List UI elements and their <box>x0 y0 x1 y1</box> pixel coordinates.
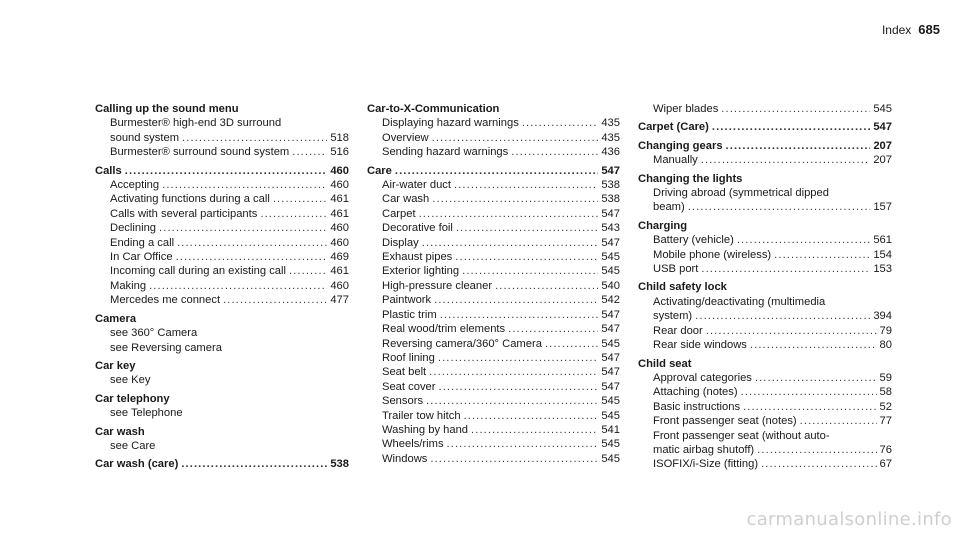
page-header <box>882 22 940 37</box>
leader-dots <box>726 139 871 153</box>
leader-dots <box>426 394 598 408</box>
subentry: see 360° Camera <box>110 327 198 340</box>
page-ref[interactable]: 547 <box>601 351 620 364</box>
subentry-text: Roof lining <box>382 351 435 364</box>
leader-dots <box>774 248 870 262</box>
index-entry <box>638 102 892 116</box>
page-ref[interactable]: 561 <box>873 234 892 247</box>
page-ref[interactable]: 547 <box>601 366 620 379</box>
index-entry <box>638 280 892 352</box>
leader-dots <box>706 324 877 338</box>
subentry-text: USB port <box>653 263 699 276</box>
leader-dots <box>701 262 870 276</box>
page-ref[interactable]: 79 <box>879 324 892 337</box>
page-ref[interactable]: 541 <box>601 423 620 436</box>
entry-heading: Camera <box>95 312 137 325</box>
page-ref[interactable]: 543 <box>601 222 620 235</box>
leader-dots <box>176 250 328 264</box>
leader-dots <box>260 207 327 221</box>
subentry <box>95 178 349 192</box>
page-ref[interactable]: 545 <box>601 452 620 465</box>
subentry-text: Decorative foil <box>382 222 453 235</box>
subentry <box>367 145 620 159</box>
entry-heading: Car telephony <box>95 392 170 405</box>
page-ref[interactable]: 469 <box>330 251 349 264</box>
page-ref[interactable]: 394 <box>873 310 892 323</box>
subentry <box>367 337 620 351</box>
subentry <box>367 308 620 322</box>
subentry <box>638 338 892 352</box>
subentry <box>95 192 349 206</box>
leader-dots <box>456 221 598 235</box>
leader-dots <box>455 250 598 264</box>
leader-dots <box>395 164 598 178</box>
leader-dots <box>182 131 327 145</box>
subentry-text: Activating functions during a call <box>110 193 270 206</box>
entry-heading: Car wash <box>95 425 145 438</box>
subentry-text: Carpet <box>382 207 416 220</box>
subentry <box>95 279 349 293</box>
page-ref[interactable]: 545 <box>601 438 620 451</box>
leader-dots <box>761 457 876 471</box>
subentry-text: Mercedes me connect <box>110 294 221 307</box>
page-ref[interactable]: 154 <box>873 248 892 261</box>
subentry-text: Wheels/rims <box>382 438 444 451</box>
subentry: see Care <box>110 439 156 452</box>
leader-dots <box>432 131 599 145</box>
leader-dots <box>159 221 327 235</box>
subentry-text: Seat belt <box>382 366 427 379</box>
subentry <box>367 380 620 394</box>
subentry <box>367 192 620 206</box>
leader-dots <box>419 207 599 221</box>
page-ref[interactable]: 545 <box>601 337 620 350</box>
subentry-text: Wiper blades <box>653 103 719 115</box>
page-number: 685 <box>918 22 940 37</box>
leader-dots <box>429 365 598 379</box>
subentry <box>638 443 892 457</box>
subentry-text: Declining <box>110 222 157 235</box>
entry-heading <box>95 457 349 471</box>
page-ref[interactable]: 67 <box>879 458 892 471</box>
leader-dots <box>508 322 598 336</box>
entry-heading-text: Calls <box>95 164 122 177</box>
page-ref[interactable]: 518 <box>330 131 349 144</box>
subentry: Driving abroad (symmetrical dipped <box>653 187 829 200</box>
index-entry <box>95 457 349 471</box>
subentry-text: Plastic trim <box>382 308 437 321</box>
page-ref[interactable]: 547 <box>601 323 620 336</box>
page-ref[interactable]: 547 <box>601 164 620 177</box>
leader-dots <box>741 385 877 399</box>
subentry <box>367 178 620 192</box>
index-entry <box>638 120 892 134</box>
subentry <box>367 365 620 379</box>
leader-dots <box>454 178 598 192</box>
leader-dots <box>471 423 598 437</box>
page-ref[interactable]: 547 <box>601 236 620 249</box>
index-entry <box>95 425 349 454</box>
subentry <box>638 385 892 399</box>
subentry-text: Windows <box>382 452 428 465</box>
subentry <box>367 264 620 278</box>
subentry-text: Washing by hand <box>382 423 469 436</box>
leader-dots <box>125 164 328 178</box>
subentry <box>638 309 892 323</box>
subentry <box>367 423 620 437</box>
subentry <box>367 452 620 466</box>
subentry <box>367 250 620 264</box>
subentry-text: Mobile phone (wireless) <box>653 248 772 261</box>
entry-heading-text: Car wash (care) <box>95 458 179 471</box>
page-ref[interactable]: 59 <box>879 371 892 384</box>
entry-heading <box>95 164 349 178</box>
leader-dots <box>688 200 871 214</box>
leader-dots <box>273 192 328 206</box>
subentry-text: Rear side windows <box>653 339 747 352</box>
leader-dots <box>750 338 877 352</box>
subentry-text: Basic instructions <box>653 400 741 413</box>
entry-heading: Changing the lights <box>638 172 743 185</box>
page-ref[interactable]: 461 <box>330 265 349 278</box>
entry-heading: Calling up the sound menu <box>95 103 239 115</box>
page-ref[interactable]: 547 <box>601 308 620 321</box>
leader-dots <box>181 457 327 471</box>
subentry-text: Front passenger seat (notes) <box>653 415 797 428</box>
index-entry <box>638 357 892 472</box>
entry-heading-text: Changing gears <box>638 139 723 152</box>
subentry <box>638 414 892 428</box>
leader-dots <box>438 380 598 394</box>
subentry-text: Overview <box>382 131 429 144</box>
subentry-text: Making <box>110 279 147 292</box>
leader-dots <box>162 178 327 192</box>
subentry <box>638 248 892 262</box>
page-ref[interactable]: 477 <box>330 294 349 307</box>
subentry-text: Real wood/trim elements <box>382 323 506 336</box>
page-ref[interactable]: 58 <box>879 386 892 399</box>
subentry-text: system) <box>653 310 693 323</box>
leader-dots <box>440 308 599 322</box>
page-ref[interactable]: 538 <box>330 458 349 471</box>
page-ref[interactable]: 153 <box>873 263 892 276</box>
subentry: see Telephone <box>110 407 183 420</box>
subentry-text: Incoming call during an existing call <box>110 265 286 278</box>
page-ref[interactable]: 207 <box>873 139 892 152</box>
subentry <box>638 400 892 414</box>
page-ref[interactable]: 540 <box>601 279 620 292</box>
subentry-text: Sensors <box>382 395 424 408</box>
entry-heading <box>638 120 892 134</box>
subentry-text: Reversing camera/360° Camera <box>382 337 542 350</box>
page-ref[interactable]: 76 <box>879 443 892 456</box>
page-ref[interactable]: 435 <box>601 131 620 144</box>
index-column-3 <box>638 102 892 476</box>
page-ref[interactable]: 538 <box>601 193 620 206</box>
index-entry <box>95 164 349 308</box>
leader-dots <box>545 337 598 351</box>
page-ref[interactable]: 460 <box>330 179 349 192</box>
subentry <box>638 262 892 276</box>
leader-dots <box>434 293 598 307</box>
subentry-text: Burmester® surround sound system <box>110 146 290 159</box>
subentry-text: Attaching (notes) <box>653 386 738 399</box>
subentry-text: Car wash <box>382 193 430 206</box>
subentry <box>95 250 349 264</box>
subentry <box>367 207 620 221</box>
subentry <box>638 233 892 247</box>
leader-dots <box>177 236 327 250</box>
leader-dots <box>289 264 327 278</box>
page-ref[interactable]: 547 <box>601 207 620 220</box>
subentry-text: Ending a call <box>110 236 175 249</box>
subentry <box>95 264 349 278</box>
subentry <box>367 437 620 451</box>
leader-dots <box>800 414 877 428</box>
page-ref[interactable]: 461 <box>330 193 349 206</box>
index-entry <box>95 102 349 160</box>
watermark: carmanualsonline.info <box>746 509 952 530</box>
leader-dots <box>712 120 870 134</box>
entry-heading: Child safety lock <box>638 281 727 294</box>
index-entry <box>638 172 892 215</box>
leader-dots <box>447 437 599 451</box>
index-column-1 <box>95 102 349 476</box>
page-ref[interactable]: 435 <box>601 117 620 130</box>
subentry <box>95 236 349 250</box>
index-entry <box>95 359 349 388</box>
page-ref[interactable]: 460 <box>330 279 349 292</box>
page-ref[interactable]: 547 <box>873 121 892 134</box>
leader-dots <box>149 279 327 293</box>
subentry-text: Rear door <box>653 324 703 337</box>
page-ref[interactable]: 157 <box>873 201 892 214</box>
leader-dots <box>701 153 871 167</box>
index-entry <box>638 219 892 277</box>
subentry <box>367 131 620 145</box>
page-ref[interactable]: 516 <box>330 146 349 159</box>
subentry <box>95 207 349 221</box>
page-ref[interactable]: 460 <box>330 164 349 177</box>
subentry-text: High-pressure cleaner <box>382 279 493 292</box>
leader-dots <box>432 192 598 206</box>
subentry: Burmester® high-end 3D surround <box>110 117 282 130</box>
leader-dots <box>430 452 598 466</box>
subentry <box>638 457 892 471</box>
subentry: Front passenger seat (without auto- <box>653 429 830 442</box>
subentry <box>95 221 349 235</box>
page-ref[interactable]: 461 <box>330 207 349 220</box>
index-entry <box>367 102 620 160</box>
subentry <box>95 145 349 159</box>
leader-dots <box>223 293 327 307</box>
index-entry <box>638 139 892 168</box>
page-ref[interactable]: 460 <box>330 222 349 235</box>
subentry-text: Exhaust pipes <box>382 251 453 264</box>
leader-dots <box>462 264 598 278</box>
leader-dots <box>695 309 870 323</box>
leader-dots <box>511 145 598 159</box>
subentry <box>638 371 892 385</box>
subentry-text: Exterior lighting <box>382 265 460 278</box>
subentry <box>367 221 620 235</box>
index-entry <box>367 164 620 467</box>
page-ref[interactable]: 545 <box>601 395 620 408</box>
entry-heading: Charging <box>638 219 688 232</box>
page-ref[interactable]: 460 <box>330 236 349 249</box>
subentry-text: matic airbag shutoff) <box>653 443 755 456</box>
subentry-text: Trailer tow hitch <box>382 409 461 422</box>
entry-heading-text: Care <box>367 164 392 177</box>
subentry-text: Calls with several participants <box>110 207 258 220</box>
subentry-text: Battery (vehicle) <box>653 234 734 247</box>
subentry <box>367 236 620 250</box>
page-ref[interactable]: 545 <box>601 409 620 422</box>
leader-dots <box>422 236 599 250</box>
subentry <box>638 153 892 167</box>
page-ref[interactable]: 547 <box>601 380 620 393</box>
page-ref[interactable]: 545 <box>873 103 892 115</box>
leader-dots <box>292 145 327 159</box>
index-label: Index <box>881 23 912 37</box>
entry-heading: Car-to-X-Communication <box>367 103 500 115</box>
subentry <box>638 102 892 116</box>
index-column-2 <box>367 102 620 470</box>
subentry <box>367 322 620 336</box>
subentry-text: In Car Office <box>110 251 173 264</box>
leader-dots <box>464 409 599 423</box>
entry-heading <box>638 139 892 153</box>
leader-dots <box>721 102 870 116</box>
subentry-text: ISOFIX/i-Size (fitting) <box>653 458 759 471</box>
leader-dots <box>438 351 598 365</box>
subentry-text: Accepting <box>110 179 160 192</box>
page-ref[interactable]: 545 <box>601 265 620 278</box>
subentry-text: Display <box>382 236 419 249</box>
subentry-text: Seat cover <box>382 380 436 393</box>
subentry-text: Air-water duct <box>382 179 452 192</box>
subentry-text: Approval categories <box>653 371 752 384</box>
subentry-text: sound system <box>110 131 180 144</box>
subentry: see Reversing camera <box>110 341 222 354</box>
subentry: see Key <box>110 374 151 387</box>
entry-heading: Car key <box>95 359 136 372</box>
page-ref[interactable]: 542 <box>601 294 620 307</box>
leader-dots <box>522 116 599 130</box>
leader-dots <box>757 443 876 457</box>
subentry-text: Sending hazard warnings <box>382 146 509 159</box>
subentry <box>367 279 620 293</box>
page-ref[interactable]: 77 <box>879 415 892 428</box>
subentry <box>367 394 620 408</box>
index-entry <box>95 312 349 355</box>
subentry <box>367 409 620 423</box>
subentry-text: Manually <box>653 154 698 167</box>
subentry <box>95 293 349 307</box>
entry-heading <box>367 164 620 178</box>
subentry <box>638 200 892 214</box>
leader-dots <box>737 233 871 247</box>
page-ref[interactable]: 538 <box>601 179 620 192</box>
subentry-text: Displaying hazard warnings <box>382 117 519 130</box>
page-ref[interactable]: 436 <box>601 146 620 159</box>
page-ref[interactable]: 52 <box>879 400 892 413</box>
subentry-text: beam) <box>653 201 685 214</box>
page-ref[interactable]: 545 <box>601 251 620 264</box>
subentry <box>638 324 892 338</box>
leader-dots <box>495 279 598 293</box>
leader-dots <box>743 400 876 414</box>
subentry <box>367 293 620 307</box>
page-ref[interactable]: 207 <box>873 154 892 167</box>
subentry-text: Paintwork <box>382 294 432 307</box>
entry-heading: Child seat <box>638 357 692 370</box>
leader-dots <box>755 371 877 385</box>
subentry <box>367 351 620 365</box>
index-entry <box>95 392 349 421</box>
subentry <box>367 116 620 130</box>
subentry: Activating/deactivating (multimedia <box>653 295 826 308</box>
subentry <box>95 131 349 145</box>
page-ref[interactable]: 80 <box>879 339 892 352</box>
entry-heading-text: Carpet (Care) <box>638 121 709 134</box>
